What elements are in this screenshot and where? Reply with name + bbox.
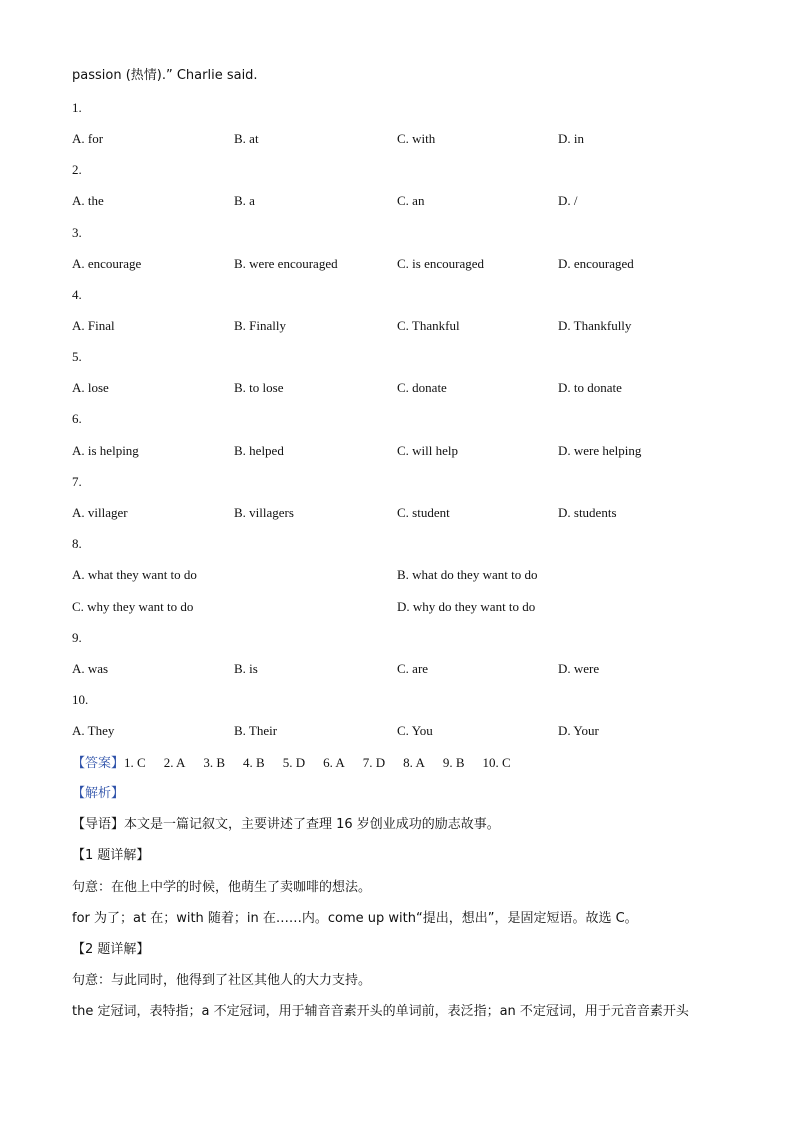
option-b: B. what do they want to do xyxy=(397,567,538,582)
option-c: C. an xyxy=(397,193,425,208)
option-d: D. were xyxy=(558,661,600,676)
option-b: B. Finally xyxy=(234,318,287,333)
question-number: 6. xyxy=(72,411,82,426)
option-c: C. why they want to do xyxy=(72,599,194,614)
q1-explain: for 为了；at 在；with 随着；in 在……内。come up with“提出，想出”，是固定短语。故选 C。 xyxy=(72,911,638,926)
answer-item: 2. A xyxy=(163,755,186,770)
answer-item: 8. A xyxy=(403,755,425,770)
option-b: B. a xyxy=(234,193,255,208)
question-number: 8. xyxy=(72,536,82,551)
q1-title: 【1 题详解】 xyxy=(72,848,150,863)
guide-text: 【导语】本文是一篇记叙文，主要讲述了查理 16 岁创业成功的励志故事。 xyxy=(72,817,500,832)
option-d: D. in xyxy=(558,131,584,146)
option-b: B. Their xyxy=(234,723,278,738)
answer-row xyxy=(72,753,529,773)
q2-meaning: 句意：与此同时，他得到了社区其他人的大力支持。 xyxy=(72,973,372,988)
option-c: C. are xyxy=(397,661,429,676)
option-c: C. Thankful xyxy=(397,318,460,333)
option-b: B. were encouraged xyxy=(234,256,338,271)
option-d: D. students xyxy=(558,505,617,520)
option-c: C. with xyxy=(397,131,436,146)
answer-item: 5. D xyxy=(282,755,306,770)
option-a: A. for xyxy=(72,131,104,146)
option-c: C. donate xyxy=(397,380,447,395)
question-number: 10. xyxy=(72,692,89,707)
question-number: 3. xyxy=(72,225,82,240)
analysis-label: 【解析】 xyxy=(72,786,125,801)
answer-item: 7. D xyxy=(362,755,386,770)
question-number: 5. xyxy=(72,349,82,364)
answer-label: 【答案】 xyxy=(72,756,125,771)
option-d: D. to donate xyxy=(558,380,622,395)
option-a: A. encourage xyxy=(72,256,142,271)
question-number: 4. xyxy=(72,287,82,302)
question-number: 1. xyxy=(72,100,82,115)
option-a: A. villager xyxy=(72,505,128,520)
intro-line: passion (热情).” Charlie said. xyxy=(72,68,258,83)
answer-item: 4. B xyxy=(243,755,265,770)
option-d: D. encouraged xyxy=(558,256,634,271)
option-a: A. They xyxy=(72,723,115,738)
question-number: 7. xyxy=(72,474,82,489)
answer-item: 10. C xyxy=(482,755,511,770)
option-b: B. villagers xyxy=(234,505,294,520)
option-a: A. what they want to do xyxy=(72,567,197,582)
option-b: B. is xyxy=(234,661,258,676)
option-d: D. Thankfully xyxy=(558,318,632,333)
option-c: C. You xyxy=(397,723,433,738)
q2-explain: the 定冠词，表特指；a 不定冠词，用于辅音音素开头的单词前，表泛指；an 不定冠词，用于元音音素开头 xyxy=(72,1004,689,1019)
option-c: C. will help xyxy=(397,443,459,458)
option-b: B. to lose xyxy=(234,380,284,395)
option-d: D. why do they want to do xyxy=(397,599,536,614)
option-a: A. Final xyxy=(72,318,115,333)
answer-item: 1. C xyxy=(124,755,146,770)
question-number: 9. xyxy=(72,630,82,645)
q1-meaning: 句意：在他上中学的时候，他萌生了卖咖啡的想法。 xyxy=(72,880,372,895)
option-a: A. lose xyxy=(72,380,109,395)
option-a: A. was xyxy=(72,661,109,676)
q2-title: 【2 题详解】 xyxy=(72,942,150,957)
answer-item: 6. A xyxy=(323,755,345,770)
option-c: C. is encouraged xyxy=(397,256,485,271)
option-b: B. helped xyxy=(234,443,284,458)
option-a: A. the xyxy=(72,193,104,208)
option-b: B. at xyxy=(234,131,259,146)
answer-item: 3. B xyxy=(203,755,226,770)
question-number: 2. xyxy=(72,162,82,177)
option-d: D. were helping xyxy=(558,443,642,458)
answer-item: 9. B xyxy=(442,755,465,770)
option-c: C. student xyxy=(397,505,450,520)
option-d: D. Your xyxy=(558,723,599,738)
option-a: A. is helping xyxy=(72,443,139,458)
option-d: D. / xyxy=(558,193,578,208)
